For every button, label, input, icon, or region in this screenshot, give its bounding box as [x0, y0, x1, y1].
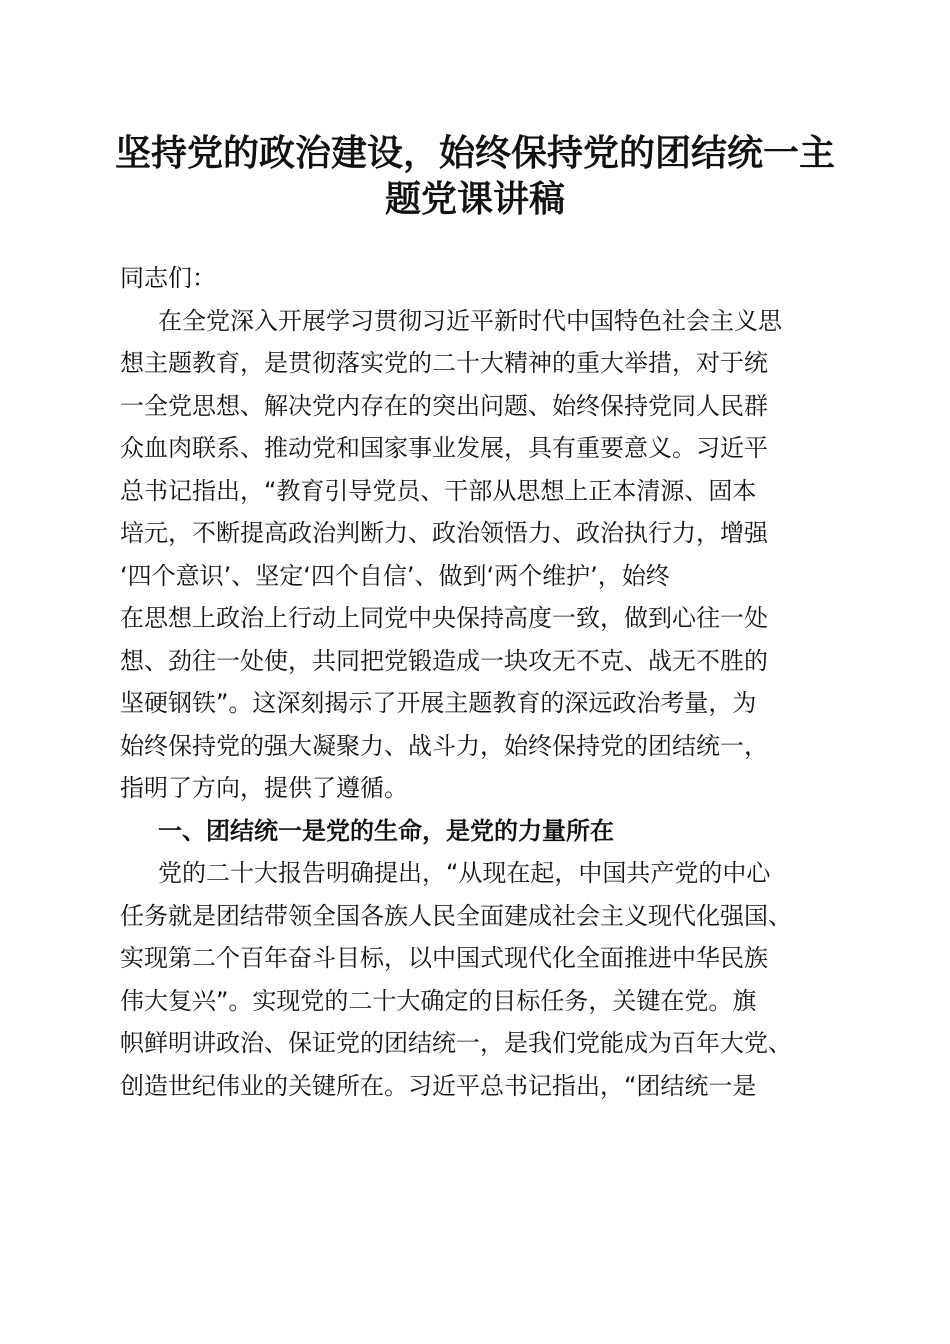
paragraph-line: 在思想上政治上行动上同党中央保持高度一致，做到心往一处 — [120, 604, 768, 632]
paragraph-line: 培元，不断提高政治判断力、政治领悟力、政治执行力，增强 — [120, 519, 768, 547]
document-body — [120, 257, 840, 1107]
paragraph-line: 党的二十大报告明确提出，“从现在起，中国共产党的中心 — [158, 859, 771, 887]
paragraph-line: ‘四个意识’、坚定‘四个自信’、做到‘两个维护’，始终 — [120, 561, 670, 590]
paragraph-line: 想主题教育，是贯彻落实党的二十大精神的重大举措，对于统 — [120, 349, 768, 377]
paragraph-line: 实现第二个百年奋斗目标，以中国式现代化全面推进中华民族 — [120, 944, 768, 972]
paragraph-line: 在全党深入开展学习贯彻习近平新时代中国特色社会主义思 — [158, 306, 782, 335]
paragraph-line: 总书记指出，“教育引导党员、干部从思想上正本清源、固本 — [120, 476, 757, 505]
paragraph-line: 一全党思想、解决党内存在的突出问题、始终保持党同人民群 — [120, 391, 768, 420]
salutation: 同志们： — [120, 264, 216, 292]
title-line: 坚持党的政治建设，始终保持党的团结统一主 — [114, 132, 835, 174]
document-title — [100, 130, 850, 222]
paragraph-line: 众血肉联系、推动党和国家事业发展，具有重要意义。习近平 — [120, 434, 768, 462]
paragraph-2 — [120, 852, 840, 1107]
title-line: 题党课讲稿 — [384, 178, 565, 220]
paragraph-1 — [120, 300, 840, 810]
paragraph-line: 想、劲往一处使，共同把党锻造成一块攻无不克、战无不胜的 — [120, 646, 768, 675]
paragraph-line: 坚硬钢铁”。这深刻揭示了开展主题教育的深远政治考量，为 — [120, 689, 757, 717]
paragraph-line: 始终保持党的强大凝聚力、战斗力，始终保持党的团结统一， — [120, 731, 768, 760]
paragraph-line: 伟大复兴”。实现党的二十大确定的目标任务，关键在党。旗 — [120, 986, 757, 1015]
paragraph-line: 任务就是团结带领全国各族人民全面建成社会主义现代化强国、 — [120, 901, 792, 930]
paragraph-line: 指明了方向，提供了遵循。 — [120, 774, 408, 802]
section-heading-1: 一、团结统一是党的生命，是党的力量所在 — [158, 816, 614, 845]
paragraph-line: 创造世纪伟业的关键所在。习近平总书记指出，“团结统一是 — [120, 1071, 757, 1100]
paragraph-line: 帜鲜明讲政治、保证党的团结统一，是我们党能成为百年大党、 — [120, 1029, 792, 1057]
